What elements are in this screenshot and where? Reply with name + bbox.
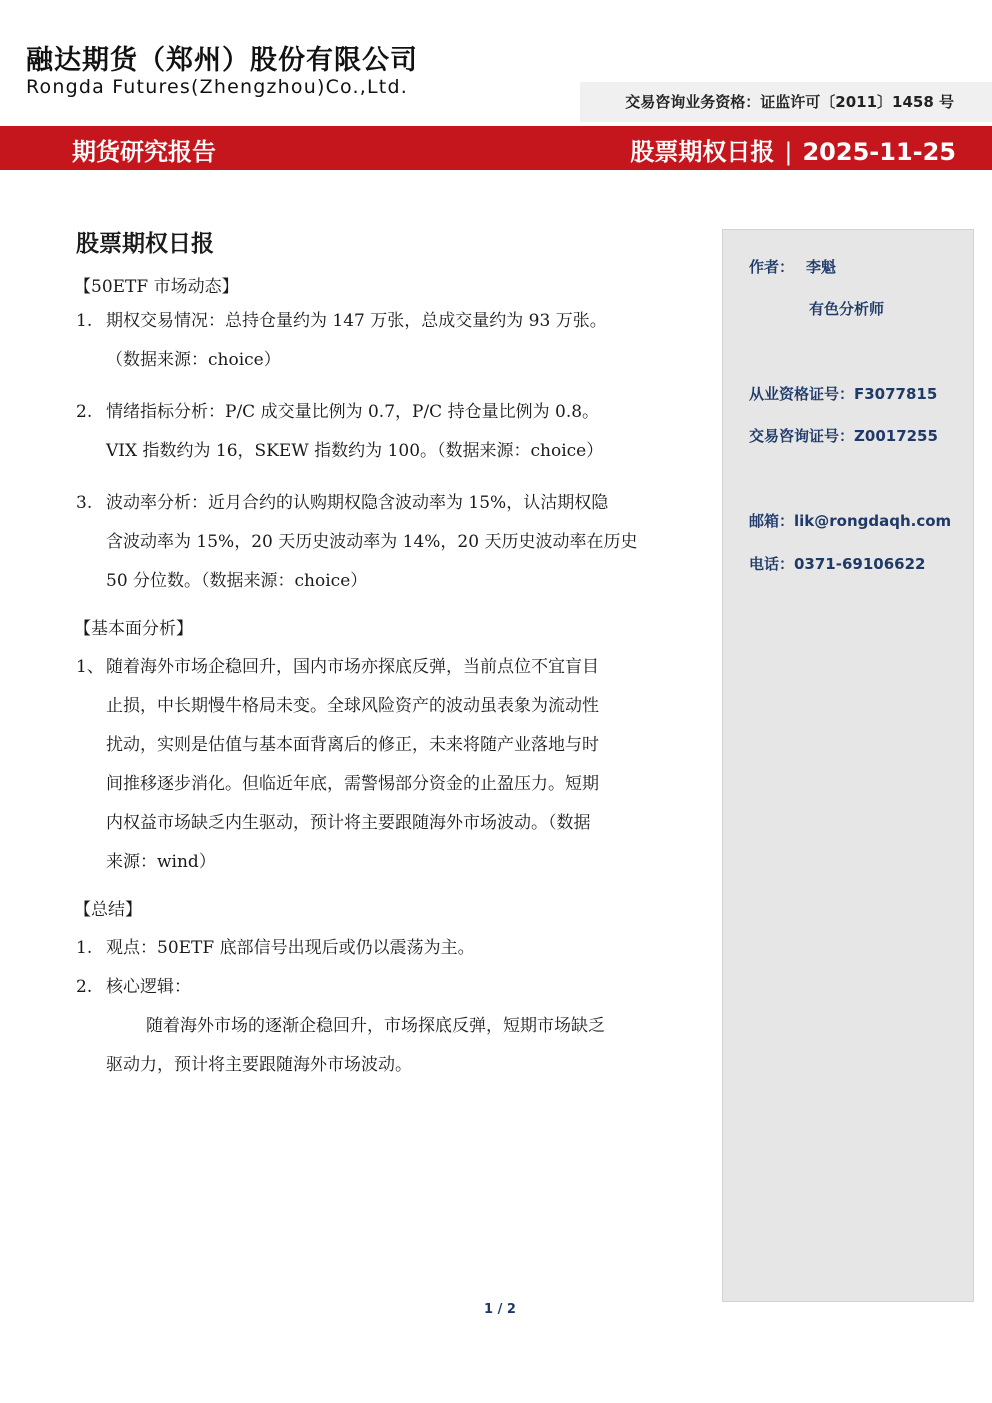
text-line: 驱动力，预计将主要跟随海外市场波动。 <box>106 1055 412 1075</box>
item-number: 2. <box>76 977 93 997</box>
item-text <box>106 929 696 968</box>
author-row <box>749 256 836 277</box>
author-sidebar <box>722 229 974 1302</box>
license-box: 交易咨询业务资格：证监许可〔2011〕1458 号 <box>580 82 992 122</box>
item-number: 2. <box>76 402 93 422</box>
text-line: 随着海外市场的逐渐企稳回升，市场探底反弹，短期市场缺乏 <box>146 1016 605 1036</box>
text-line: 随着海外市场企稳回升，国内市场亦探底反弹，当前点位不宜盲目 <box>106 657 599 677</box>
item-number: 1. <box>76 311 93 331</box>
text-line: 止损，中长期慢牛格局未变。全球风险资产的波动虽表象为流动性 <box>106 696 599 716</box>
spacer <box>76 471 696 484</box>
text-line: （数据来源：choice） <box>106 350 281 370</box>
section-heading: 【基本面分析】 <box>74 619 193 639</box>
consult-number: 交易咨询证号：Z0017255 <box>749 427 938 445</box>
spacer <box>76 601 696 614</box>
text-line: 情绪指标分析：P/C 成交量比例为 0.7，P/C 持仓量比例为 0.8。 <box>106 402 600 422</box>
author-email: 邮箱：lik@rongdaqh.com <box>749 512 952 530</box>
banner-date: 2025-11-25 <box>802 138 956 166</box>
text-line: 波动率分析：近月合约的认购期权隐含波动率为 15%，认沽期权隐 <box>106 493 609 513</box>
item-text <box>106 968 696 1007</box>
report-banner <box>0 126 992 170</box>
list-item <box>76 648 696 882</box>
text-line: 观点：50ETF 底部信号出现后或仍以震荡为主。 <box>106 938 475 958</box>
text-line: VIX 指数约为 16，SKEW 指数约为 100。（数据来源：choice） <box>106 441 604 461</box>
report-title: 股票期权日报 <box>76 231 214 257</box>
item-text <box>106 302 696 380</box>
text-line: 期权交易情况：总持仓量约为 147 万张，总成交量约为 93 万张。 <box>106 311 607 331</box>
section-heading: 【总结】 <box>74 900 142 920</box>
list-item <box>76 484 696 601</box>
author-label: 作者： <box>749 258 795 276</box>
main-content <box>76 226 696 1085</box>
text-line: 内权益市场缺乏内生驱动，预计将主要跟随海外市场波动。（数据 <box>106 813 591 833</box>
author-phone: 电话：0371-69106622 <box>749 555 926 573</box>
item-number: 3. <box>76 493 93 513</box>
list-item <box>76 929 696 968</box>
banner-report-name: 股票期权日报 <box>630 138 775 166</box>
item-text <box>106 484 696 601</box>
text-line: 核心逻辑： <box>106 977 191 997</box>
author-name: 李魁 <box>806 258 837 276</box>
company-name-en: Rongda Futures(Zhengzhou)Co.,Ltd. <box>26 76 408 98</box>
text-line: 50 分位数。（数据来源：choice） <box>106 571 368 591</box>
item-text <box>106 393 696 471</box>
banner-separator: | <box>784 138 793 166</box>
item-number: 1. <box>76 938 93 958</box>
item-number: 1、 <box>76 657 104 677</box>
list-item <box>76 393 696 471</box>
spacer <box>76 380 696 393</box>
company-name-cn: 融达期货（郑州）股份有限公司 <box>26 45 418 76</box>
spacer <box>76 882 696 895</box>
text-line: 来源：wind） <box>106 852 216 872</box>
list-item <box>76 302 696 380</box>
section-heading: 【50ETF 市场动态】 <box>74 277 239 297</box>
summary-paragraph <box>76 1007 696 1085</box>
text-line: 扰动，实则是估值与基本面背离后的修正，未来将随产业落地与时 <box>106 735 599 755</box>
list-item <box>76 968 696 1007</box>
item-text <box>106 648 696 882</box>
qualification-number: 从业资格证号：F3077815 <box>749 385 938 403</box>
banner-right <box>630 132 956 167</box>
text-line: 间推移逐步消化。但临近年底，需警惕部分资金的止盈压力。短期 <box>106 774 599 794</box>
author-title: 有色分析师 <box>809 300 885 318</box>
page-number: 1 / 2 <box>484 1302 516 1317</box>
banner-category: 期货研究报告 <box>72 138 216 166</box>
text-line: 含波动率为 15%，20 天历史波动率为 14%，20 天历史波动率在历史 <box>106 532 638 552</box>
